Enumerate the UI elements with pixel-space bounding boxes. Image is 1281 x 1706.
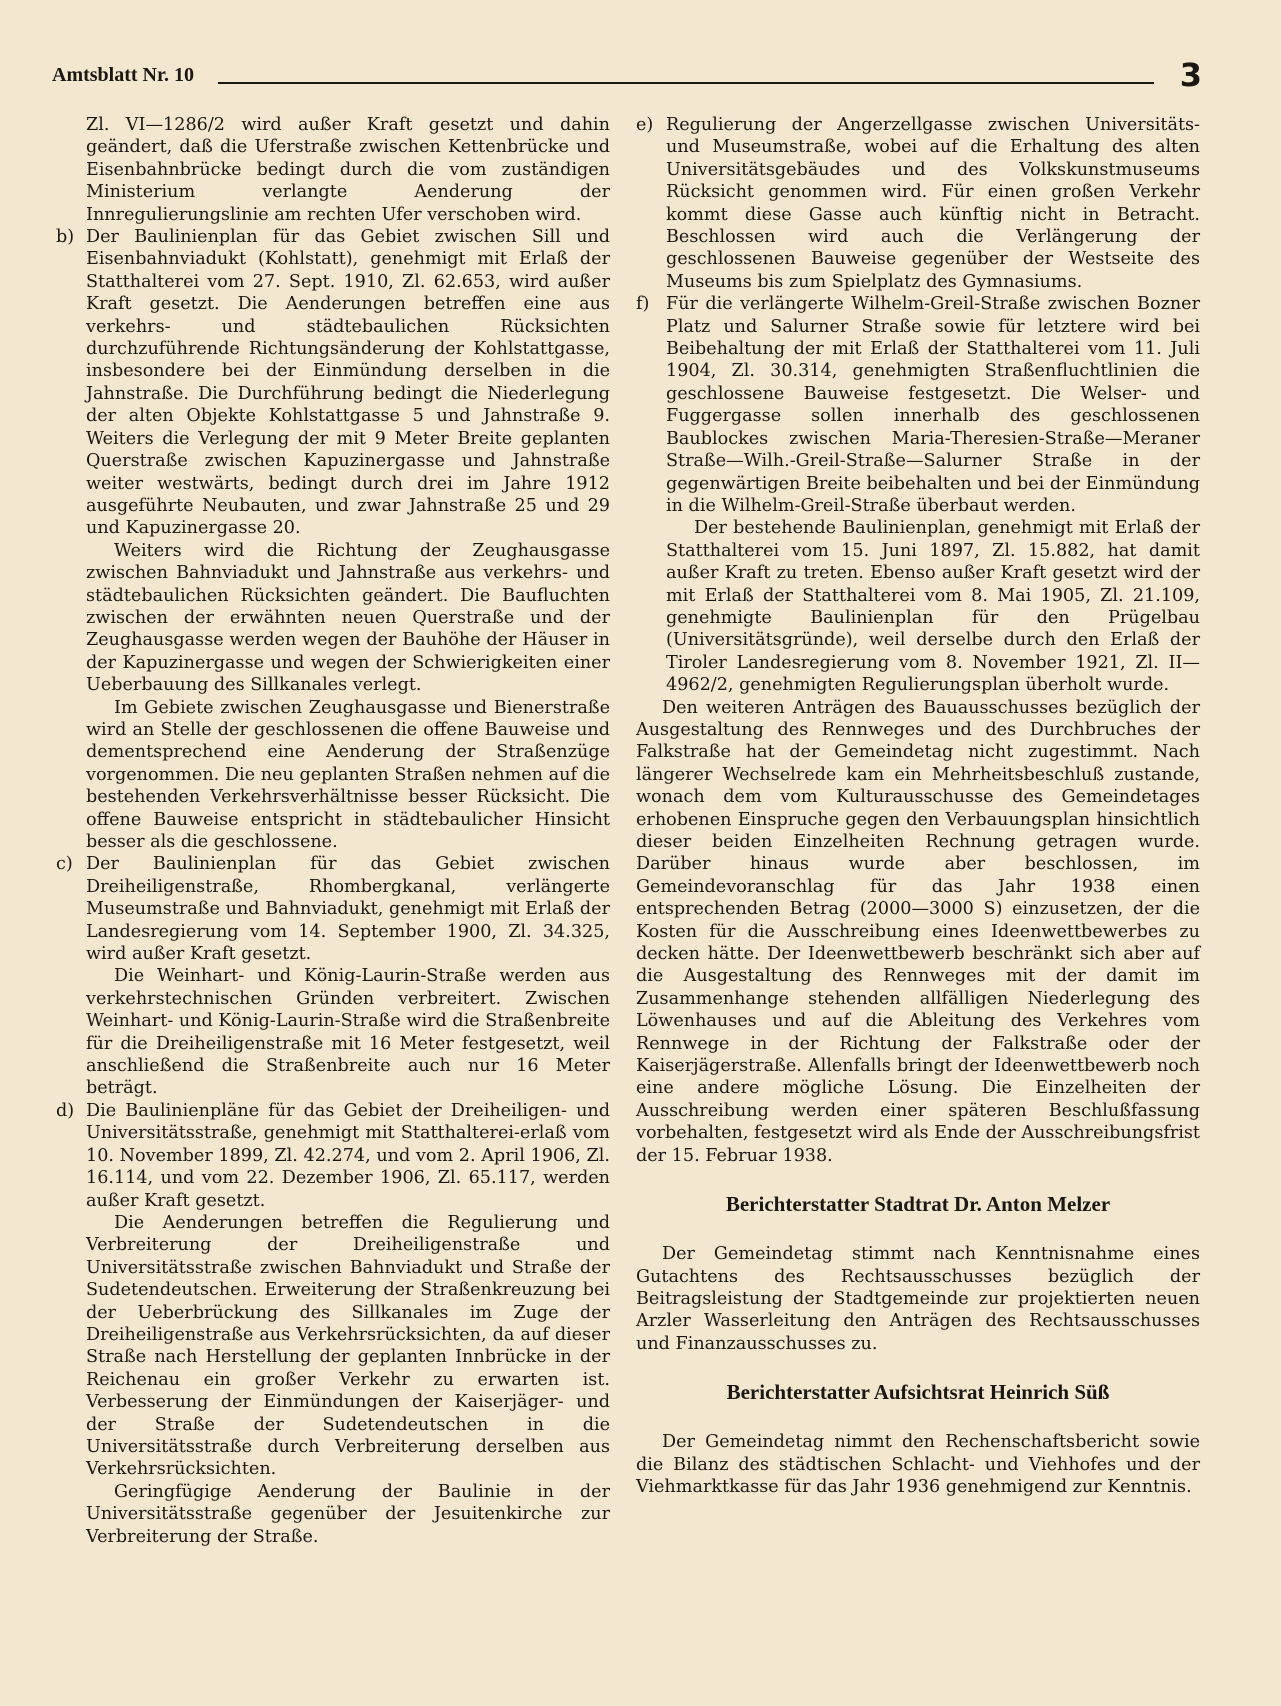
journal-title: Amtsblatt Nr. 10 (52, 64, 198, 87)
section-heading-melzer: Berichterstatter Stadtrat Dr. Anton Melzer (725, 1192, 1111, 1217)
paragraph-suess: Der Gemeindetag nimmt den Rechenschaftsbericht sowie die Bilanz des städtischen Schlacht- und Viehhofes und der Viehmarktkasse für das Jahr 1936 genehmigend zur Kenntnis. (636, 1432, 1200, 1497)
item-d-label: d) (56, 1100, 75, 1121)
item-f-label: f) (636, 294, 650, 315)
paragraph-intro: Zl. VI—1286/2 wird außer Kraft gesetzt und dahin geändert, daß die Uferstraße zwischen Kettenbrücke und Eisenbahnbrücke bedingt durch die vom zuständigen Ministerium verlangte Aenderung der Innregulierungslinie am rechten Ufer verschoben wird. (86, 115, 610, 225)
paragraph-rennweg: Den weiteren Anträgen des Bauausschusses bezüglich der Ausgestaltung des Rennweges und des Durchbruches der Falkstraße hat der Gemeindetag nicht zugestimmt. Nach längerer Wechselrede kam ein Mehrheitsbeschluß zustande, wonach dem vom Kulturausschusse des Gemeindetages erhobenen Einspruche gegen den Verbauungsplan hinsichtlich dieser beiden Einzelheiten Rechnung getragen wurde. Darüber hinaus wurde aber beschlossen, im Gemeindevoranschlag für das Jahr 1938 einen entsprechenden Betrag (2000—3000 S) einzusetzen, der die Kosten für die Ausschreibung eines Ideenwettbewerbes zu decken hätte. Der Ideenwettbewerb beschränkt sich aber auf die Ausgestaltung des Rennweges mit der damit im Zusammenhange stehenden allfälligen Niederlegung des Löwenhauses und auf die Ableitung des Verkehres vom Rennwege in der Richtung der Falkstraße oder der Kaiserjägerstraße. Allenfalls bringt der Ideenwettbewerb noch eine andere mögliche Lösung. Die Einzelheiten der Ausschreibung werden einer späteren Beschlußfassung vorbehalten, festgesetzt wird als Ende der Ausschreibungsfrist der 15. Februar 1938. (636, 697, 1200, 1166)
item-f-text: Für die verlängerte Wilhelm-Greil-Straße zwischen Bozner Platz und Salurner Straße sowie für letztere wird bei Beibehaltung der mit Erlaß der Statthalterei vom 11. Juli 1904, Zl. 30.314, genehmigten Straßenfluchtlinien die geschlossene Bauweise festgesetzt. Die Welser- und Fuggergasse sollen innerhalb des geschlossenen Baublockes zwischen Maria-Theresien-Straße—Meraner Straße—Wilh.-Greil-Straße—Salurner Straße in der gegenwärtigen Breite beibehalten und bei der Einmündung in die Wilhelm-Greil-Straße überbaut werden. (666, 294, 1200, 516)
item-d-text: Die Baulinienpläne für das Gebiet der Dreiheiligen- und Universitätsstraße, genehmigt mit Statthalterei-erlaß vom 10. November 1899, Zl. 42.274, und vom 2. April 1906, Zl. 16.114, und vom 22. Dezember 1906, Zl. 65.117, werden außer Kraft gesetzt. (86, 1100, 610, 1211)
item-b-paragraph-3: Im Gebiete zwischen Zeughausgasse und Bienerstraße wird an Stelle der geschlossenen die offene Bauweise und dementsprechend eine Aenderung der Straßenzüge vorgenommen. Die neu geplanten Straßen nehmen auf die bestehenden Verkehrsverhältnisse besser Rücksicht. Die offene Bauweise entspricht in städtebaulicher Hinsicht besser als die geschlossene. (86, 697, 610, 852)
item-d-paragraph-2: Die Aenderungen betreffen die Regulierung und Verbreiterung der Dreiheiligenstraße und Universitätsstraße zwischen Bahnviadukt und Straße der Sudetendeutschen. Erweiterung der Straßenkreuzung bei der Ueberbrückung des Sillkanales im Zuge der Dreiheiligenstraße aus Verkehrsrücksichten, da auf dieser Straße nach Herstellung der geplanten Innbrücke in der Reichenau ein großer Verkehr zu erwarten ist. Verbesserung der Einmündungen der Kaiserjäger- und der Straße der Sudetendeutschen in die Universitätsstraße durch Verbreiterung derselben aus Verkehrsrücksichten. (86, 1212, 610, 1480)
item-d-paragraph-3: Geringfügige Aenderung der Baulinie in der Universitätsstraße gegenüber der Jesuitenkirche zur Verbreiterung der Straße. (86, 1481, 610, 1547)
item-c-text: Der Baulinienplan für das Gebiet zwischen Dreiheiligenstraße, Rhombergkanal, verlängerte Museumstraße und Bahnviadukt, genehmigt mit Erlaß der Landesregierung vom 14. September 1900, Zl. 34.325, wird außer Kraft gesetzt. (86, 854, 610, 965)
item-c (56, 853, 610, 1099)
page-number: 3 (1179, 56, 1202, 94)
item-c-label: c) (56, 854, 73, 875)
item-b-paragraph-2: Weiters wird die Richtung der Zeughausgasse zwischen Bahnviadukt und Jahnstraße aus verkehrs- und städtebaulichen Rücksichten geändert. Die Baufluchten zwischen der erwähnten neuen Querstraße und der Zeughausgasse werden wegen der Bauhöhe der Häuser in der Kapuzinergasse und wegen der Schwierigkeiten einer Ueberbauung des Sillkanales verlegt. (86, 540, 610, 696)
page-header (52, 56, 1202, 94)
item-e (636, 114, 1200, 293)
header-rule (218, 82, 1154, 84)
item-f (636, 293, 1200, 696)
item-f-paragraph-2: Der bestehende Baulinienplan, genehmigt mit Erlaß der Statthalterei vom 15. Juni 1897, Zl. 15.882, hat damit außer Kraft zu treten. Ebenso außer Kraft gesetzt wird der mit Erlaß der Statthalterei vom 8. Mai 1905, Zl. 21.109, genehmigte Baulinienplan für den Prügelbau (Universitätsgründe), weil derselbe durch den Erlaß der Tiroler Landesregierung vom 8. November 1921, Zl. II—4962/2, genehmigten Regulierungsplan überholt wurde. (666, 518, 1200, 696)
item-c-paragraph-2: Die Weinhart- und König-Laurin-Straße werden aus verkehrstechnischen Gründen verbreitert. Zwischen Weinhart- und König-Laurin-Straße wird die Straßenbreite für die Dreiheiligenstraße mit 16 Meter festgesetzt, weil anschließend die Straßenbreite auch nur 16 Meter beträgt. (86, 966, 610, 1099)
item-e-label: e) (636, 115, 654, 135)
item-e-text: Regulierung der Angerzellgasse zwischen Universitäts- und Museumstraße, wobei auf die Erhaltung des alten Universitätsgebäudes und des Volkskunstmuseums Rücksicht genommen wird. Für einen großen Verkehr kommt diese Gasse auch künftig nicht in Betracht. Beschlossen wird auch die Verlängerung der geschlossenen Bauweise gegenüber der Westseite des Museums bis zum Spielplatz des Gymnasiums. (666, 115, 1200, 292)
item-b (56, 226, 610, 853)
right-column (636, 114, 1200, 1498)
paragraph-melzer: Der Gemeindetag stimmt nach Kenntnisnahme eines Gutachtens des Rechtsausschusses bezüglich der Beitragsleistung der Stadtgemeinde zur projektierten neuen Arzler Wasserleitung den Anträgen des Rechtsausschusses und Finanzausschusses zu. (636, 1244, 1200, 1354)
item-b-text: Der Baulinienplan für das Gebiet zwischen Sill und Eisenbahnviadukt (Kohlstatt), genehmigt mit Erlaß der Statthalterei vom 27. Sept. 1910, Zl. 62.653, wird außer Kraft gesetzt. Die Aenderungen betreffen eine aus verkehrs- und städtebaulichen Rücksichten durchzuführende Richtungsänderung der Kohlstattgasse, insbesondere bei der Einmündung derselben in die Jahnstraße. Die Durchführung bedingt die Niederlegung der alten Objekte Kohlstattgasse 5 und Jahnstraße 9. Weiters die Verlegung der mit 9 Meter Breite geplanten Querstraße zwischen Kapuzinergasse und Jahnstraße weiter westwärts, bedingt durch drei im Jahre 1912 ausgeführte Neubauten, und zwar Jahnstraße 25 und 29 und Kapuzinergasse 20. (86, 227, 610, 539)
left-column (56, 114, 610, 1548)
item-b-label: b) (56, 227, 75, 248)
section-heading-suess: Berichterstatter Aufsichtsrat Heinrich Süß (726, 1380, 1110, 1405)
item-d (56, 1100, 610, 1548)
